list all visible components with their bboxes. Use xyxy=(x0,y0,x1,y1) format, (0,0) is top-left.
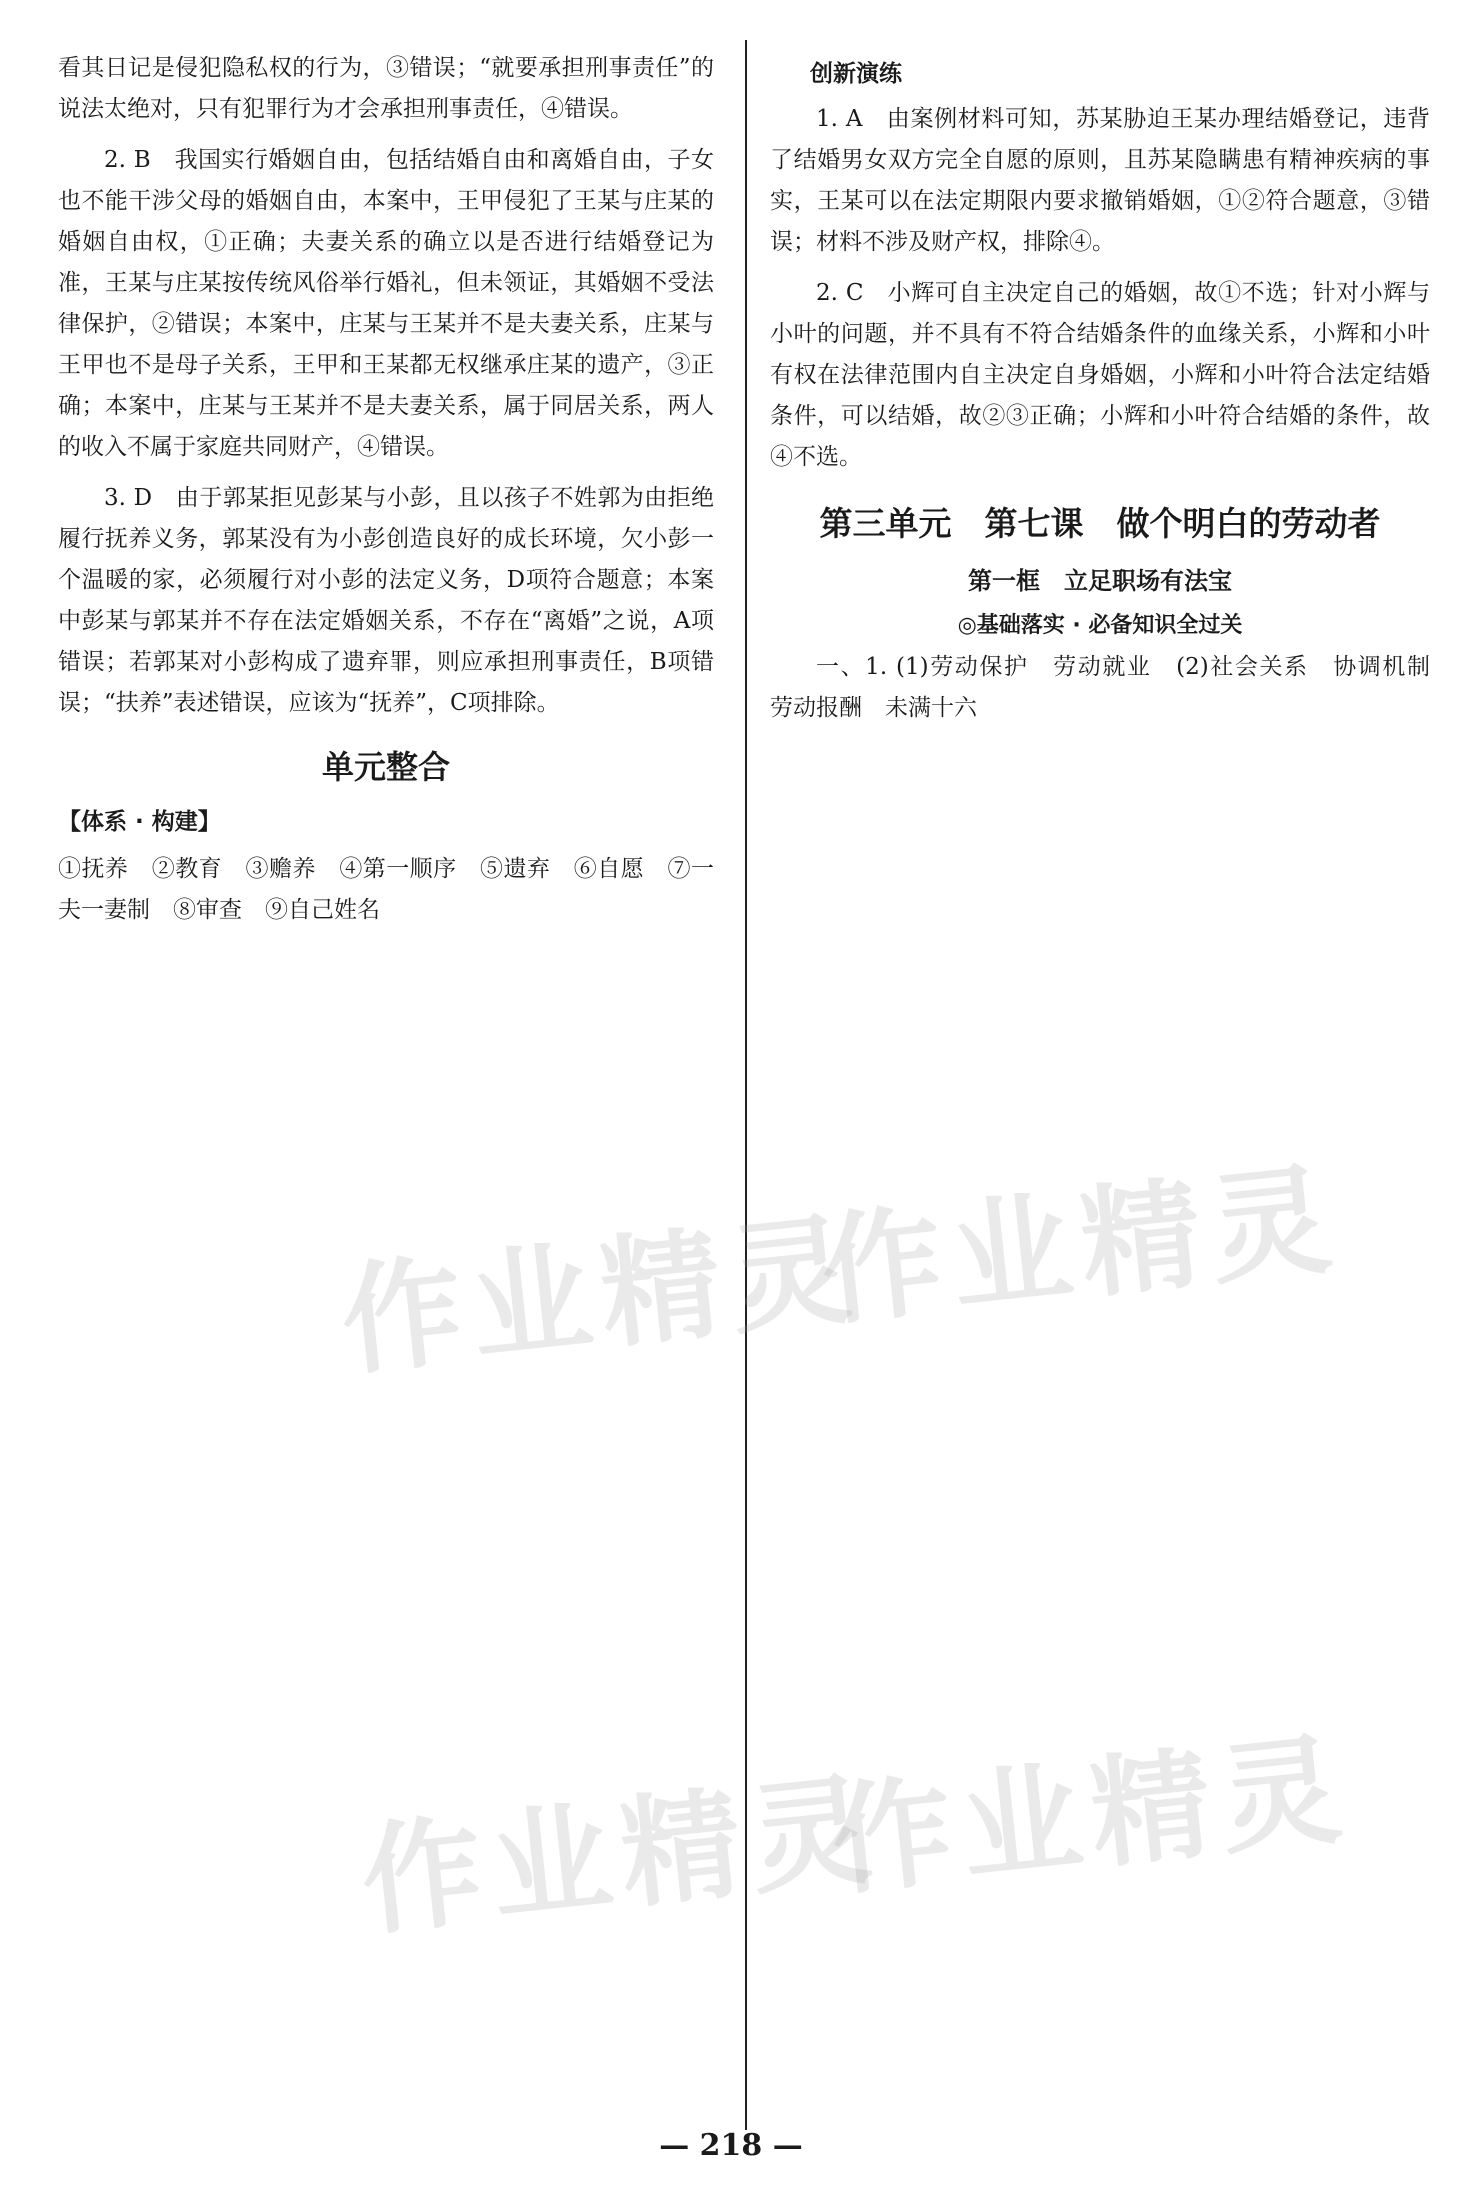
answer-item-r2: 2. C 小辉可自主决定自己的婚姻，故①不选；针对小辉与小叶的问题，并不具有不符合结婚条件的血缘关系，小辉和小叶有权在法律范围内自主决定自身婚姻，小辉和小叶符合法定结婚条件，可以结婚，故②③正确；小辉和小叶符合结婚的条件，故④不选。 xyxy=(770,280,1430,470)
paragraph: 看其日记是侵犯隐私权的行为，③错误；“就要承担刑事责任”的说法太绝对，只有犯罪行为才会承担刑事责任，④错误。 xyxy=(58,55,714,122)
watermark: 作业精灵 xyxy=(355,1760,887,1953)
unit-summary-title: 单元整合 xyxy=(321,748,450,786)
lesson-title: 第三单元 第七课 做个明白的劳动者 xyxy=(819,504,1381,543)
watermark: 作业精灵 xyxy=(335,1200,867,1393)
answer-item-3: 3. D 由于郭某拒见彭某与小彭，且以孩子不姓郭为由拒绝履行抚养义务，郭某没有为小彭创造良好的成长环境，欠小彭一个温暖的家，必须履行对小彭的法定义务，D项符合题意；本案中彭某与郭某并不存在法定婚姻关系，不存在“离婚”之说，A项错误；若郭某对小彭构成了遗弃罪，则应承担刑事责任，B项错误；“扶养”表述错误，应该为“抚养”，C项排除。 xyxy=(58,485,714,716)
system-items: ①抚养 ②教育 ③赡养 ④第一顺序 ⑤遗弃 ⑥自愿 ⑦一夫一妻制 ⑧审查 ⑨自己姓名 xyxy=(58,856,714,923)
tag-system-build: 【体系 · 构建】 xyxy=(58,809,221,835)
column-divider xyxy=(745,40,747,2130)
basic-knowledge-title: ◎基础落实 · 必备知识全过关 xyxy=(957,613,1243,638)
watermark: 作业精灵 xyxy=(815,1150,1347,1343)
page-number: — 218 — xyxy=(659,2128,803,2163)
answer-item-2: 2. B 我国实行婚姻自由，包括结婚自由和离婚自由，子女也不能干涉父母的婚姻自由，本案中，王甲侵犯了王某与庄某的婚姻自由权，①正确；夫妻关系的确立以是否进行结婚登记为准，王某与庄某按传统风俗举行婚礼，但未领证，其婚姻不受法律保护，②错误；本案中，庄某与王某并不是夫妻关系，庄某与王甲也不是母子关系，王甲和王某都无权继承庄某的遗产，③正确；本案中，庄某与王某并不是夫妻关系，属于同居关系，两人的收入不属于家庭共同财产，④错误。 xyxy=(58,147,714,460)
watermark: 作业精灵 xyxy=(825,1720,1357,1913)
innovation-practice-title: 创新演练 xyxy=(810,61,902,87)
right-column xyxy=(770,48,1453,739)
answer-item-r1: 1. A 由案例材料可知，苏某胁迫王某办理结婚登记，违背了结婚男女双方完全自愿的原则，且苏某隐瞒患有精神疾病的事实，王某可以在法定期限内要求撤销婚姻，①②符合题意，③错误；材料不涉及财产权，排除④。 xyxy=(770,106,1430,255)
left-column xyxy=(58,48,714,941)
answer-item-b1: 一、1. (1)劳动保护 劳动就业 (2)社会关系 协调机制 劳动报酬 未满十六 xyxy=(770,654,1453,721)
section-title: 第一框 立足职场有法宝 xyxy=(968,567,1232,595)
